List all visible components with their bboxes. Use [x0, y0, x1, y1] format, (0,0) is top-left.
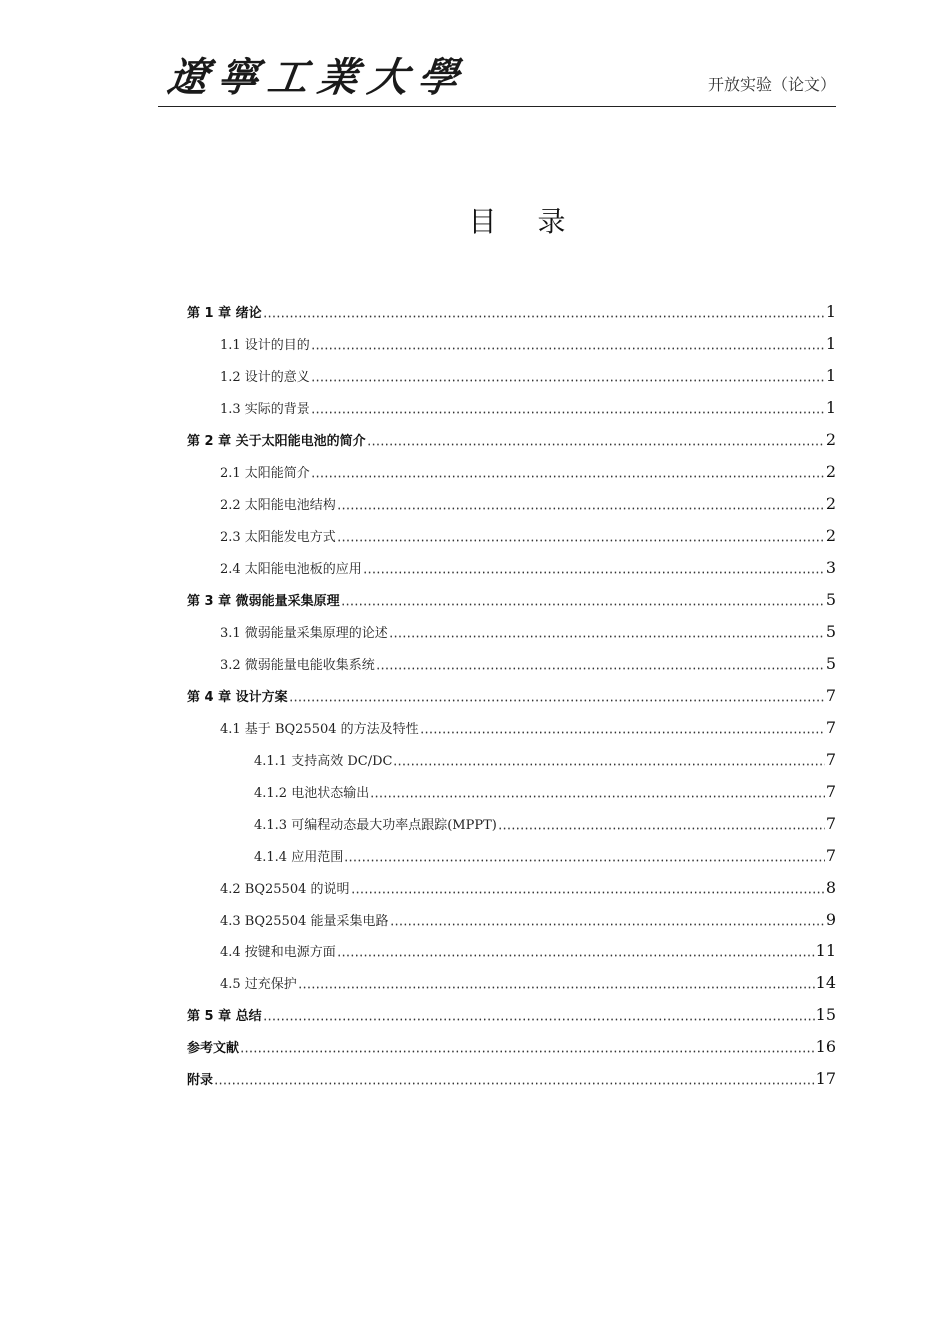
dot-leader	[390, 923, 825, 926]
dot-leader	[376, 667, 825, 670]
toc-entry-label: 4.2 BQ25504 的说明	[220, 882, 350, 897]
toc-entry-label: 2.1 太阳能简介	[220, 466, 310, 481]
toc-entry-page: 3	[825, 558, 836, 577]
toc-entry-label: 4.1.2 电池状态输出	[254, 786, 370, 801]
toc-entry-page: 5	[825, 654, 836, 673]
page-header	[158, 52, 836, 107]
toc-entry-page: 2	[825, 462, 836, 481]
toc-entry-page: 2	[825, 494, 836, 513]
dot-leader	[344, 859, 825, 862]
toc-entry[interactable]	[220, 366, 836, 386]
dot-leader	[298, 986, 815, 989]
toc-entry-label: 4.1.3 可编程动态最大功率点跟踪(MPPT)	[254, 818, 497, 833]
toc-entry-label: 4.1.1 支持高效 DC/DC	[254, 754, 393, 769]
dot-leader	[311, 379, 825, 382]
toc-entry-label: 4.4 按键和电源方面	[220, 945, 336, 960]
toc-entry-label: 1.1 设计的目的	[220, 338, 310, 353]
dot-leader	[337, 954, 815, 957]
toc-entry-label: 4.3 BQ25504 能量采集电路	[220, 914, 389, 929]
toc-entry-label: 第 1 章 绪论	[187, 306, 262, 321]
toc-entry[interactable]	[220, 622, 836, 642]
toc-title: 目 录	[468, 205, 582, 238]
toc-entry-page: 17	[815, 1069, 836, 1088]
dot-leader	[311, 411, 825, 414]
dot-leader	[263, 315, 825, 318]
dot-leader	[289, 699, 825, 702]
toc-entry[interactable]	[220, 494, 836, 514]
toc-entry-label: 附录	[187, 1073, 214, 1088]
toc-entry-label: 3.2 微弱能量电能收集系统	[220, 658, 375, 673]
toc-entry-page: 16	[815, 1037, 836, 1056]
header-doc-type: 开放实验（论文）	[707, 75, 836, 94]
toc-entry-page: 5	[825, 622, 836, 641]
toc-entry[interactable]	[220, 334, 836, 354]
toc-entry[interactable]	[187, 1069, 836, 1089]
toc-entry-page: 7	[825, 846, 836, 865]
toc-entry-label: 1.3 实际的背景	[220, 402, 310, 417]
toc-entry-label: 第 4 章 设计方案	[187, 690, 288, 705]
toc-entry[interactable]	[254, 782, 836, 802]
dot-leader	[389, 635, 825, 638]
toc-entry-label: 1.2 设计的意义	[220, 370, 310, 385]
toc-entry[interactable]	[187, 1005, 836, 1025]
toc-entry-page: 15	[815, 1005, 836, 1024]
dot-leader	[337, 539, 825, 542]
toc-entry[interactable]	[220, 941, 836, 961]
toc-entry-page: 11	[815, 941, 836, 960]
toc-entry-label: 4.1.4 应用范围	[254, 850, 344, 865]
toc-entry[interactable]	[220, 878, 836, 898]
toc-entry[interactable]	[220, 462, 836, 482]
dot-leader	[370, 795, 825, 798]
toc-entry-label: 参考文献	[187, 1041, 240, 1056]
toc-entry[interactable]	[187, 1037, 836, 1057]
dot-leader	[311, 475, 825, 478]
toc-entry-label: 4.5 过充保护	[220, 977, 297, 992]
toc-entry-page: 5	[825, 590, 836, 609]
toc-entry-page: 8	[825, 878, 836, 897]
toc-entry[interactable]	[220, 973, 836, 993]
toc-entry[interactable]	[220, 910, 836, 930]
dot-leader	[363, 571, 825, 574]
toc-entry-page: 7	[825, 686, 836, 705]
dot-leader	[214, 1082, 815, 1085]
toc-entry-page: 7	[825, 718, 836, 737]
toc-entry-label: 2.4 太阳能电池板的应用	[220, 562, 362, 577]
toc-entry-label: 第 5 章 总结	[187, 1009, 262, 1024]
toc-entry-page: 14	[815, 973, 836, 992]
dot-leader	[311, 347, 825, 350]
toc-entry-label: 3.1 微弱能量采集原理的论述	[220, 626, 388, 641]
toc-entry[interactable]	[220, 526, 836, 546]
dot-leader	[341, 603, 825, 606]
toc-entry-page: 2	[825, 526, 836, 545]
toc-entry-page: 7	[825, 782, 836, 801]
toc-entry-page: 7	[825, 814, 836, 833]
toc-entry-label: 2.3 太阳能发电方式	[220, 530, 336, 545]
toc-entry-page: 1	[825, 366, 836, 385]
dot-leader	[420, 731, 825, 734]
toc-entry[interactable]	[254, 846, 836, 866]
toc-entry[interactable]	[187, 686, 836, 706]
toc-entry-page: 7	[825, 750, 836, 769]
toc-entry[interactable]	[220, 558, 836, 578]
toc-entry[interactable]	[220, 654, 836, 674]
toc-entry[interactable]	[220, 718, 836, 738]
toc-entry[interactable]	[187, 302, 836, 322]
toc-entry[interactable]	[220, 398, 836, 418]
toc-entry-page: 1	[825, 302, 836, 321]
toc-entry-page: 9	[825, 910, 836, 929]
toc-entry-page: 1	[825, 398, 836, 417]
toc-entry[interactable]	[254, 814, 836, 834]
toc-entry[interactable]	[187, 590, 836, 610]
dot-leader	[498, 827, 825, 830]
toc-entry-page: 2	[825, 430, 836, 449]
toc-entry[interactable]	[254, 750, 836, 770]
dot-leader	[240, 1050, 815, 1053]
dot-leader	[337, 507, 825, 510]
toc-entry-page: 1	[825, 334, 836, 353]
toc-entry-label: 2.2 太阳能电池结构	[220, 498, 336, 513]
dot-leader	[367, 443, 825, 446]
dot-leader	[393, 763, 824, 766]
toc-entry-label: 第 2 章 关于太阳能电池的简介	[187, 434, 366, 449]
dot-leader	[263, 1018, 815, 1021]
dot-leader	[351, 891, 825, 894]
toc-entry[interactable]	[187, 430, 836, 450]
toc-entry-label: 第 3 章 微弱能量采集原理	[187, 594, 340, 609]
university-logo: 遼寧工業大學	[164, 54, 472, 101]
toc-entry-label: 4.1 基于 BQ25504 的方法及特性	[220, 722, 419, 737]
